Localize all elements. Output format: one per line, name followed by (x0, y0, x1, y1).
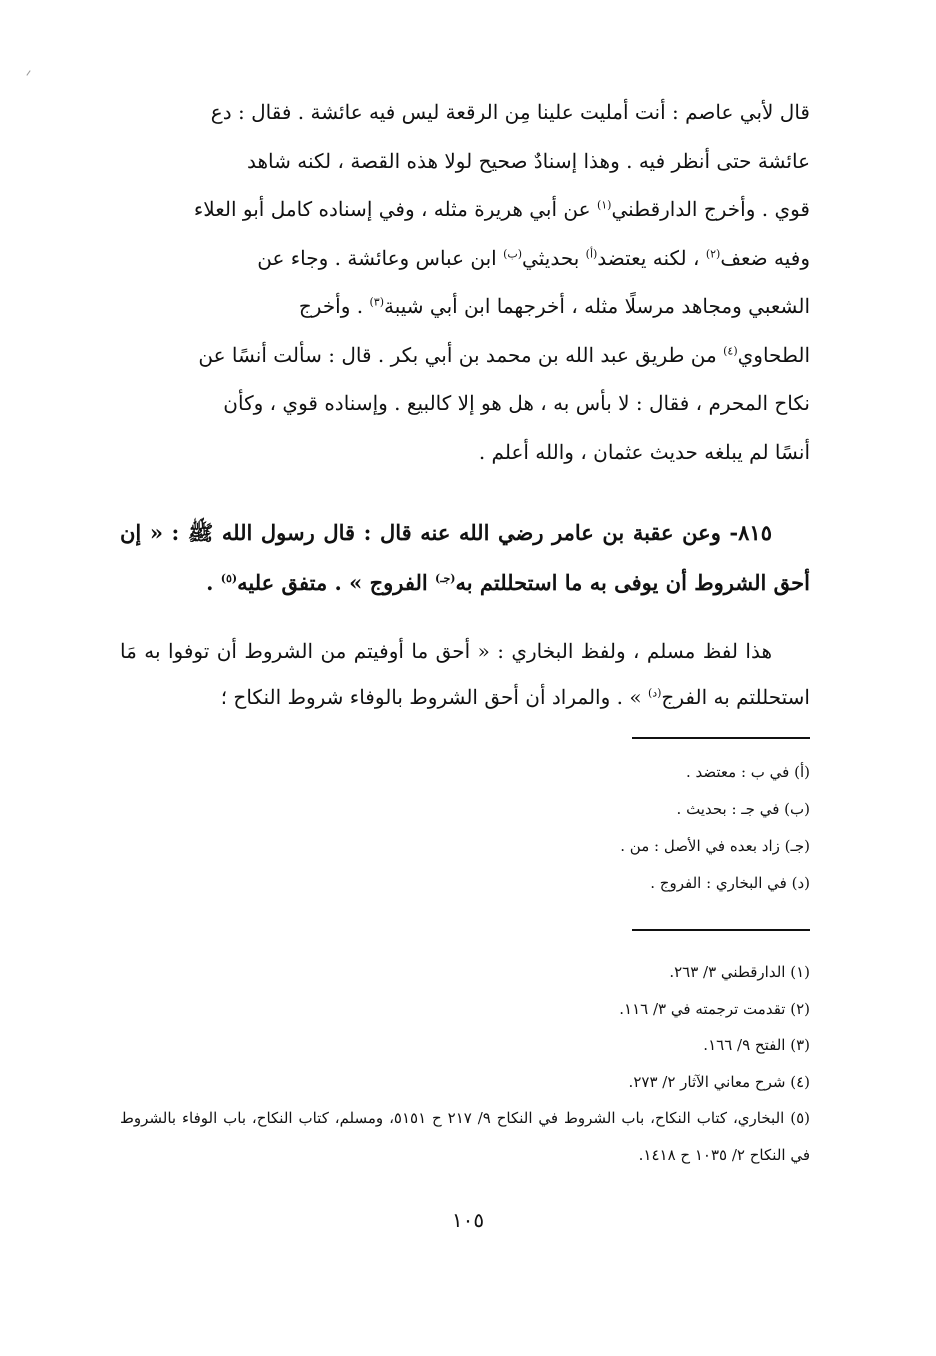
text-segment: هذا لفظ مسلم ، ولفظ البخاري : « أحق ما أوفيتم من الشروط أن توفوا (167, 639, 773, 663)
variant-marker: (جـ) (435, 572, 456, 585)
variant-note: (أ) في ب : معتضد . (685, 763, 810, 781)
hadith-block (120, 508, 810, 608)
variant-note: (د) في البخاري : الفروج . (650, 874, 810, 892)
variant-note: (ب) في جـ : بحديث . (676, 800, 810, 818)
text-segment: بحديثي (522, 245, 586, 270)
text-segment: وفيه ضعف (720, 245, 810, 270)
notes-divider (632, 737, 810, 739)
text-line (120, 331, 810, 380)
text-line (120, 234, 810, 283)
text-segment: نكاح المحرم ، فقال : لا بأس به ، هل هو إلا كالبيع . وإسناده قوي ، وكأن (223, 391, 810, 415)
footnote-marker: (٥) (220, 572, 238, 585)
text-segment: عن أبي هريرة مثله ، وفي إسناده كامل أبو العلاء (193, 197, 597, 221)
text-segment: أنسًا لم يبلغه حديث عثمان ، والله أعلم . (478, 439, 810, 464)
text-segment: الشعبي ومجاهد مرسلًا مثله ، أخرجهما ابن أبي شيبة (384, 294, 810, 318)
hadith-segment: الفروج » . متفق عليه (237, 570, 436, 595)
hadith-number: ٨١٥ (738, 520, 772, 545)
variant-marker: (أ) (585, 246, 598, 260)
text-segment: ابن عباس وعائشة . وجاء عن (257, 245, 504, 270)
text-line (120, 428, 810, 477)
scan-speck (26, 70, 30, 75)
text-line (120, 137, 810, 186)
footnote-marker: (٣) (369, 295, 384, 309)
hadith-segment: . (206, 570, 221, 595)
variant-marker: (ب) (503, 246, 523, 260)
text-segment: من طريق عبد الله بن محمد بن أبي بكر . قال : سألت أنسًا عن (198, 342, 724, 367)
footnote: (١) الدارقطني ٣/ ٢٦٣. (669, 963, 810, 981)
text-line (120, 379, 810, 428)
footnote-marker: (١) (596, 198, 612, 212)
text-line (120, 185, 810, 234)
text-line (120, 282, 810, 331)
variant-marker: (د) (647, 686, 662, 700)
footnote: (٤) شرح معاني الآثار ٢/ ٢٧٣. (628, 1072, 810, 1091)
text-segment: . وأخرج (298, 294, 370, 318)
commentary-block (120, 628, 810, 720)
page-number: ١٠٥ (451, 1208, 485, 1232)
footnote-marker: (٤) (723, 343, 738, 357)
variant-note: (جـ) زاد بعده في الأصل : من . (620, 837, 810, 855)
hadith-intro: - وعن عقبة بن عامر رضي الله عنه قال : قال رسول الله (221, 520, 739, 545)
variant-notes (120, 754, 810, 902)
text-segment: عائشة حتى أنظر فيه . وهذا إسنادٌ صحيح لولا هذه القصة ، لكنه شاهد (247, 148, 810, 173)
commentary-paragraph (120, 628, 810, 720)
text-segment: به مَا استحللتم به الفرج (120, 639, 810, 709)
text-segment: » . والمراد أن أحق الشروط بالوفاء شروط النكاح ؛ (220, 685, 648, 709)
text-segment: قوي . وأخرج الدارقطني (611, 197, 810, 221)
footnote: (٥) البخاري، كتاب النكاح، باب الشروط في النكاح ٩/ ٢١٧ ح ٥١٥١، ومسلم، كتاب النكاح، باب الوفاء بالشروط في النكاح ٢/ ١٠٣٥ ح ١٤١٨. (120, 1109, 810, 1164)
footnotes-divider (632, 929, 810, 931)
footnote: (٢) تقدمت ترجمته في ٣/ ١١٦. (619, 999, 810, 1018)
salutation-glyph: ﷺ (187, 520, 214, 545)
main-text (120, 88, 810, 476)
footnote-marker: (٢) (705, 246, 721, 260)
text-line (120, 88, 810, 137)
text-segment: ، لكنه يعتضد (597, 245, 706, 270)
text-segment: الطحاوي (737, 342, 810, 367)
hadith-segment: : « إن أحق الشروط أن يوفى به ما استحللتم به (120, 520, 810, 595)
hadith-text (120, 508, 810, 608)
text-segment: قال لأبي عاصم : أنت أمليت علينا مِن الرقعة ليس فيه عائشة . فقال : دع (210, 100, 810, 124)
footnotes (120, 954, 810, 1173)
footnote: (٣) الفتح ٩/ ١٦٦. (703, 1036, 810, 1054)
